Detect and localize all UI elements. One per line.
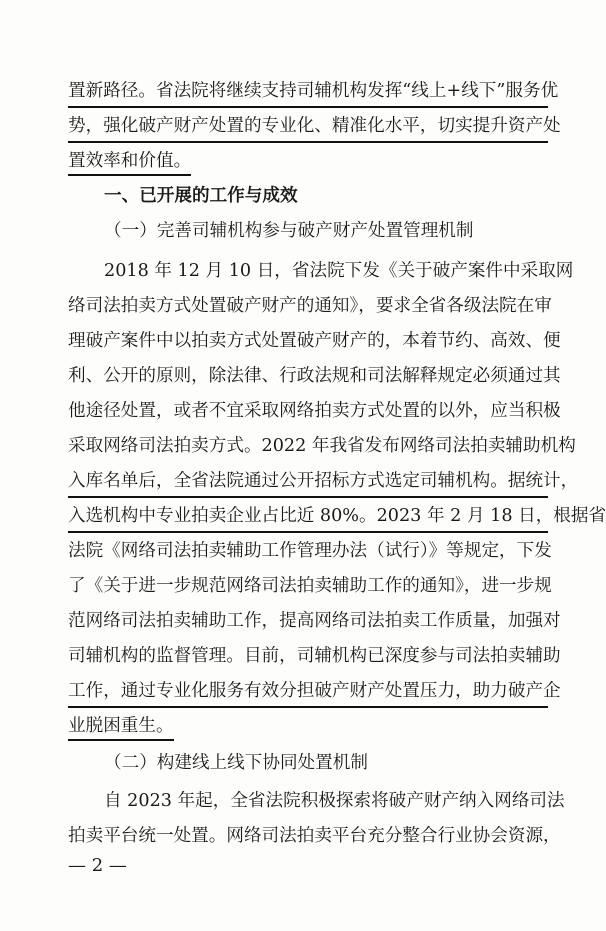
page-number: — 2 —: [68, 855, 127, 876]
text-line-3: [68, 146, 548, 176]
text-line-17: 司辅机构的监督管理。目前，司辅机构已深度参与司法拍卖辅助: [68, 646, 561, 666]
text-line-9: 利、公开的原则，除法律、行政法规和司法解释规定必须通过其: [68, 366, 561, 386]
section-heading: 一、已开展的工作与成效: [104, 186, 298, 206]
underlined-phrase-2: 业脱困重生。: [68, 713, 174, 741]
text-line-1: 置新路径。省法院将继续支持司辅机构发挥“线上+线下”服务优: [68, 76, 548, 108]
text-line-16: 范网络司法拍卖辅助工作，提高网络司法拍卖工作质量，加强对: [68, 611, 561, 631]
text-line-10: 他途径处置，或者不宜采取网络拍卖方式处置的以外，应当积极: [68, 401, 561, 421]
text-line-21: 自 2023 年起，全省法院积极探索将破产财产纳入网络司法: [104, 791, 565, 811]
text-line-22: 拍卖平台统一处置。网络司法拍卖平台充分整合行业协会资源，: [68, 826, 561, 846]
subsection-heading-2: （二）构建线上线下协同处置机制: [104, 753, 368, 773]
underlined-phrase: 置效率和价值。: [68, 148, 191, 176]
text-line-7: 络司法拍卖方式处置破产财产的通知》，要求全省各级法院在审: [68, 296, 552, 316]
text-line-13: 入选机构中专业拍卖企业占比近 80%。2023 年 2 月 18 日，根据省: [68, 501, 548, 533]
subsection-heading-1: （一）完善司辅机构参与破产财产处置管理机制: [104, 221, 474, 241]
text-line-15: 了《关于进一步规范网络司法拍卖辅助工作的通知》，进一步规: [68, 576, 552, 596]
text-line-19: [68, 711, 548, 741]
text-line-14: 法院《网络司法拍卖辅助工作管理办法（试行）》等规定，下发: [68, 541, 552, 561]
text-line-18: 工作，通过专业化服务有效分担破产财产处置压力，助力破产企: [68, 676, 548, 708]
text-line-2: 势，强化破产财产处置的专业化、精准化水平，切实提升资产处: [68, 111, 548, 143]
text-line-6: 2018 年 12 月 10 日，省法院下发《关于破产案件中采取网: [104, 261, 574, 281]
text-line-11: 采取网络司法拍卖方式。2022 年我省发布网络司法拍卖辅助机构: [68, 436, 576, 456]
text-line-8: 理破产案件中以拍卖方式处置破产财产的，本着节约、高效、便: [68, 331, 561, 351]
text-line-12: 入库名单后，全省法院通过公开招标方式选定司辅机构。据统计，: [68, 466, 548, 498]
